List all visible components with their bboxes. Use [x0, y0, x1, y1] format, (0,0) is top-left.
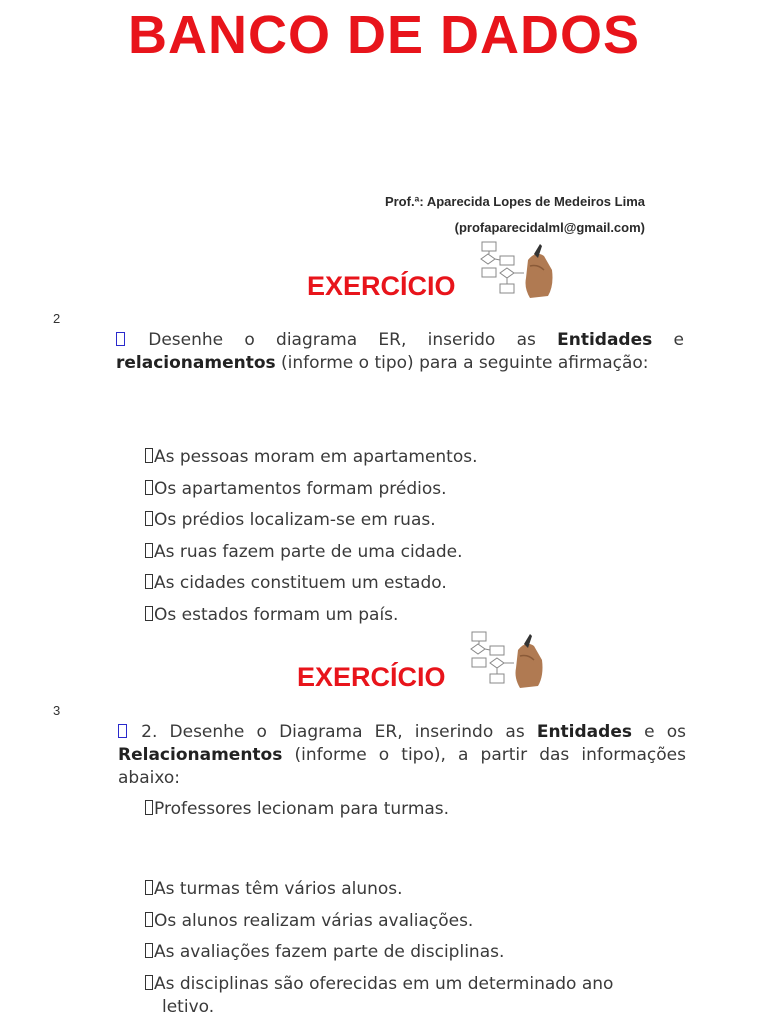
flowchart-hand-illustration — [478, 240, 558, 300]
slide3-number: 3 — [53, 703, 61, 718]
list-item: Os apartamentos formam prédios. — [145, 479, 447, 499]
bullet-icon — [116, 332, 125, 346]
bullet-icon — [145, 975, 153, 990]
list-item: Os prédios localizam-se em ruas. — [145, 510, 436, 530]
slide2-heading: EXERCÍCIO — [307, 271, 456, 301]
bullet-icon — [118, 724, 127, 738]
document-title: BANCO DE DADOS — [127, 5, 641, 65]
slide2-number: 2 — [53, 311, 61, 326]
bullet-icon — [145, 800, 153, 815]
bullet-icon — [145, 912, 153, 927]
list-item-continuation: letivo. — [162, 997, 215, 1017]
list-item: As ruas fazem parte de uma cidade. — [145, 542, 463, 562]
author-name: Prof.ª: Aparecida Lopes de Medeiros Lima — [384, 194, 645, 209]
author-email: (profaparecidalml@gmail.com) — [454, 220, 645, 235]
bullet-icon — [145, 943, 153, 958]
bullet-icon — [145, 574, 153, 589]
bullet-icon — [145, 880, 153, 895]
list-item: Os alunos realizam várias avaliações. — [145, 911, 473, 931]
slide3-heading: EXERCÍCIO — [297, 662, 446, 692]
slide2-intro: Desenhe o diagrama ER, inserido as Entidades e relacionamentos (informe o tipo) para a seguinte afirmação: — [116, 330, 684, 373]
list-item: As turmas têm vários alunos. — [145, 879, 403, 899]
flowchart-hand-illustration — [468, 630, 548, 690]
list-item: As pessoas moram em apartamentos. — [145, 447, 478, 467]
slide3-intro: 2. Desenhe o Diagrama ER, inserindo as Entidades e os Relacionamentos (informe o tipo), a partir das informações abaixo: — [118, 722, 687, 788]
list-item: Professores lecionam para turmas. — [145, 799, 449, 819]
list-item: As disciplinas são oferecidas em um determinado ano — [145, 974, 613, 994]
list-item: As avaliações fazem parte de disciplinas. — [145, 942, 504, 962]
bullet-icon — [145, 448, 153, 463]
bullet-icon — [145, 543, 153, 558]
list-item: Os estados formam um país. — [145, 605, 398, 625]
bullet-icon — [145, 511, 153, 526]
bullet-icon — [145, 480, 153, 495]
bullet-icon — [145, 606, 153, 621]
list-item: As cidades constituem um estado. — [145, 573, 447, 593]
